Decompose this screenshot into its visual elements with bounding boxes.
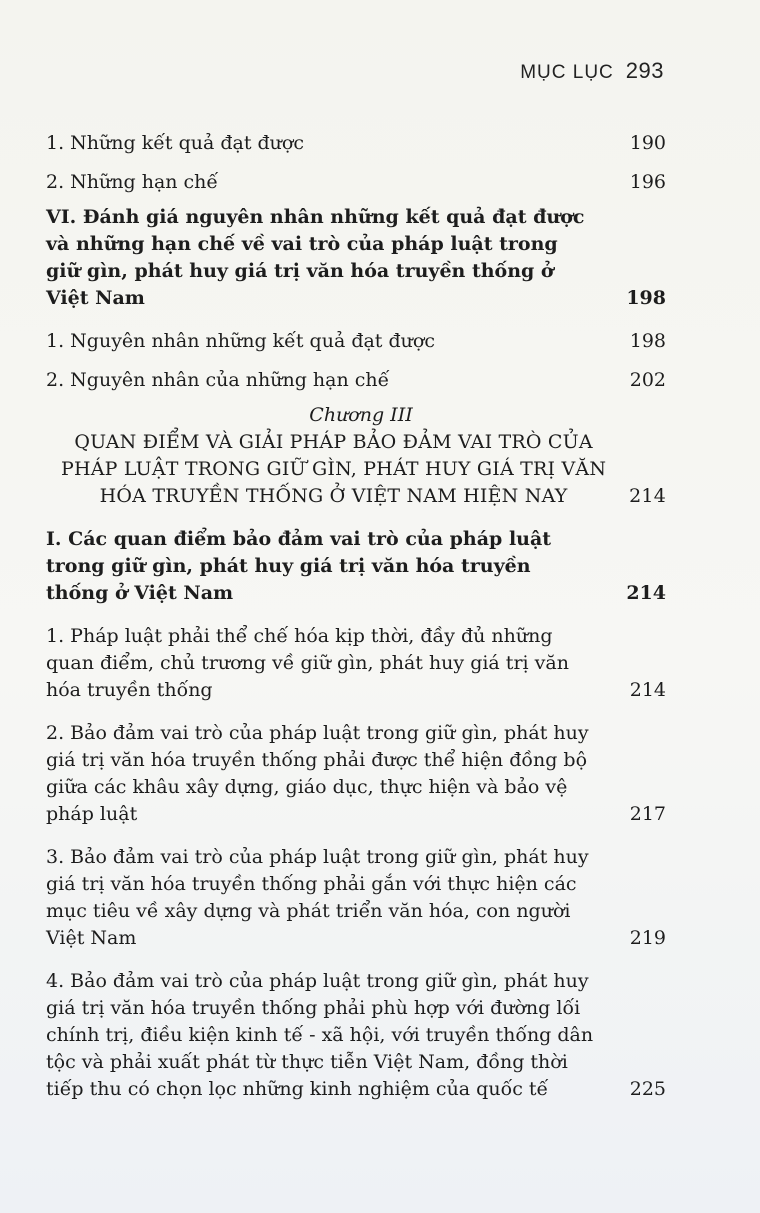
toc-entry-text: 1. Pháp luật phải thể chế hóa kịp thời, đầy đủ những quan điểm, chủ trương về giữ gìn, phát huy giá trị văn hóa truyền thống — [46, 625, 569, 701]
header-section-title: MỤC LỤC — [520, 62, 614, 83]
toc-entry — [46, 623, 666, 704]
toc-entry-text: QUAN ĐIỂM VÀ GIẢI PHÁP BẢO ĐẢM VAI TRÒ CỦA PHÁP LUẬT TRONG GIỮ GÌN, PHÁT HUY GIÁ TRỊ VĂN HÓA TRUYỀN THỐNG Ở VIỆT NAM HIỆN NAY — [60, 431, 607, 507]
toc-entry-page: 196 — [629, 171, 666, 193]
toc-entry — [46, 968, 666, 1103]
toc-entry-page: 219 — [629, 927, 666, 949]
toc-entry — [46, 130, 666, 157]
toc-entry-text: 2. Những hạn chế — [46, 171, 219, 193]
toc-entry-text: 4. Bảo đảm vai trò của pháp luật trong giữ gìn, phát huy giá trị văn hóa truyền thống phải phù hợp với đường lối chính trị, điều kiện kinh tế - xã hội, với truyền thống dân tộc và phải xuất phát từ thực tiễn Việt Nam, đồng thời tiếp thu có chọn lọc những kinh nghiệm của quốc tế — [46, 970, 594, 1100]
table-of-contents — [46, 130, 666, 1103]
toc-entry-text: 1. Những kết quả đạt được — [46, 132, 304, 154]
toc-section-heading — [46, 204, 666, 312]
toc-entry-page: 214 — [629, 485, 666, 507]
toc-section-heading — [46, 526, 666, 607]
toc-entry — [46, 367, 666, 394]
toc-entry-page: 214 — [626, 582, 666, 604]
toc-entry-page: 202 — [629, 369, 666, 391]
chapter-title — [46, 429, 666, 510]
toc-entry-page: 198 — [629, 330, 666, 352]
toc-entry-text: 2. Nguyên nhân của những hạn chế — [46, 369, 390, 391]
header-page-number: 293 — [625, 58, 664, 83]
toc-entry — [46, 720, 666, 828]
toc-entry-page: 198 — [626, 287, 666, 309]
running-header — [520, 58, 664, 84]
toc-entry-text: 1. Nguyên nhân những kết quả đạt được — [46, 330, 435, 352]
toc-entry-page: 190 — [629, 132, 666, 154]
toc-entry-page: 217 — [629, 803, 666, 825]
toc-entry-page: 214 — [629, 679, 666, 701]
toc-entry-page: 225 — [629, 1078, 666, 1100]
toc-entry-text: VI. Đánh giá nguyên nhân những kết quả đạt được và những hạn chế về vai trò của pháp luật trong giữ gìn, phát huy giá trị văn hóa truyền thống ở Việt Nam — [46, 206, 585, 309]
toc-entry — [46, 328, 666, 355]
toc-entry — [46, 844, 666, 952]
toc-entry — [46, 169, 666, 196]
toc-entry-text: I. Các quan điểm bảo đảm vai trò của pháp luật trong giữ gìn, phát huy giá trị văn hóa truyền thống ở Việt Nam — [46, 528, 552, 604]
toc-entry-text: 3. Bảo đảm vai trò của pháp luật trong giữ gìn, phát huy giá trị văn hóa truyền thống phải gắn với thực hiện các mục tiêu về xây dựng và phát triển văn hóa, con người Việt Nam — [46, 846, 589, 949]
toc-entry-text: 2. Bảo đảm vai trò của pháp luật trong giữ gìn, phát huy giá trị văn hóa truyền thống phải được thể hiện đồng bộ giữa các khâu xây dựng, giáo dục, thực hiện và bảo vệ pháp luật — [46, 722, 589, 825]
chapter-label: Chương III — [309, 404, 413, 426]
